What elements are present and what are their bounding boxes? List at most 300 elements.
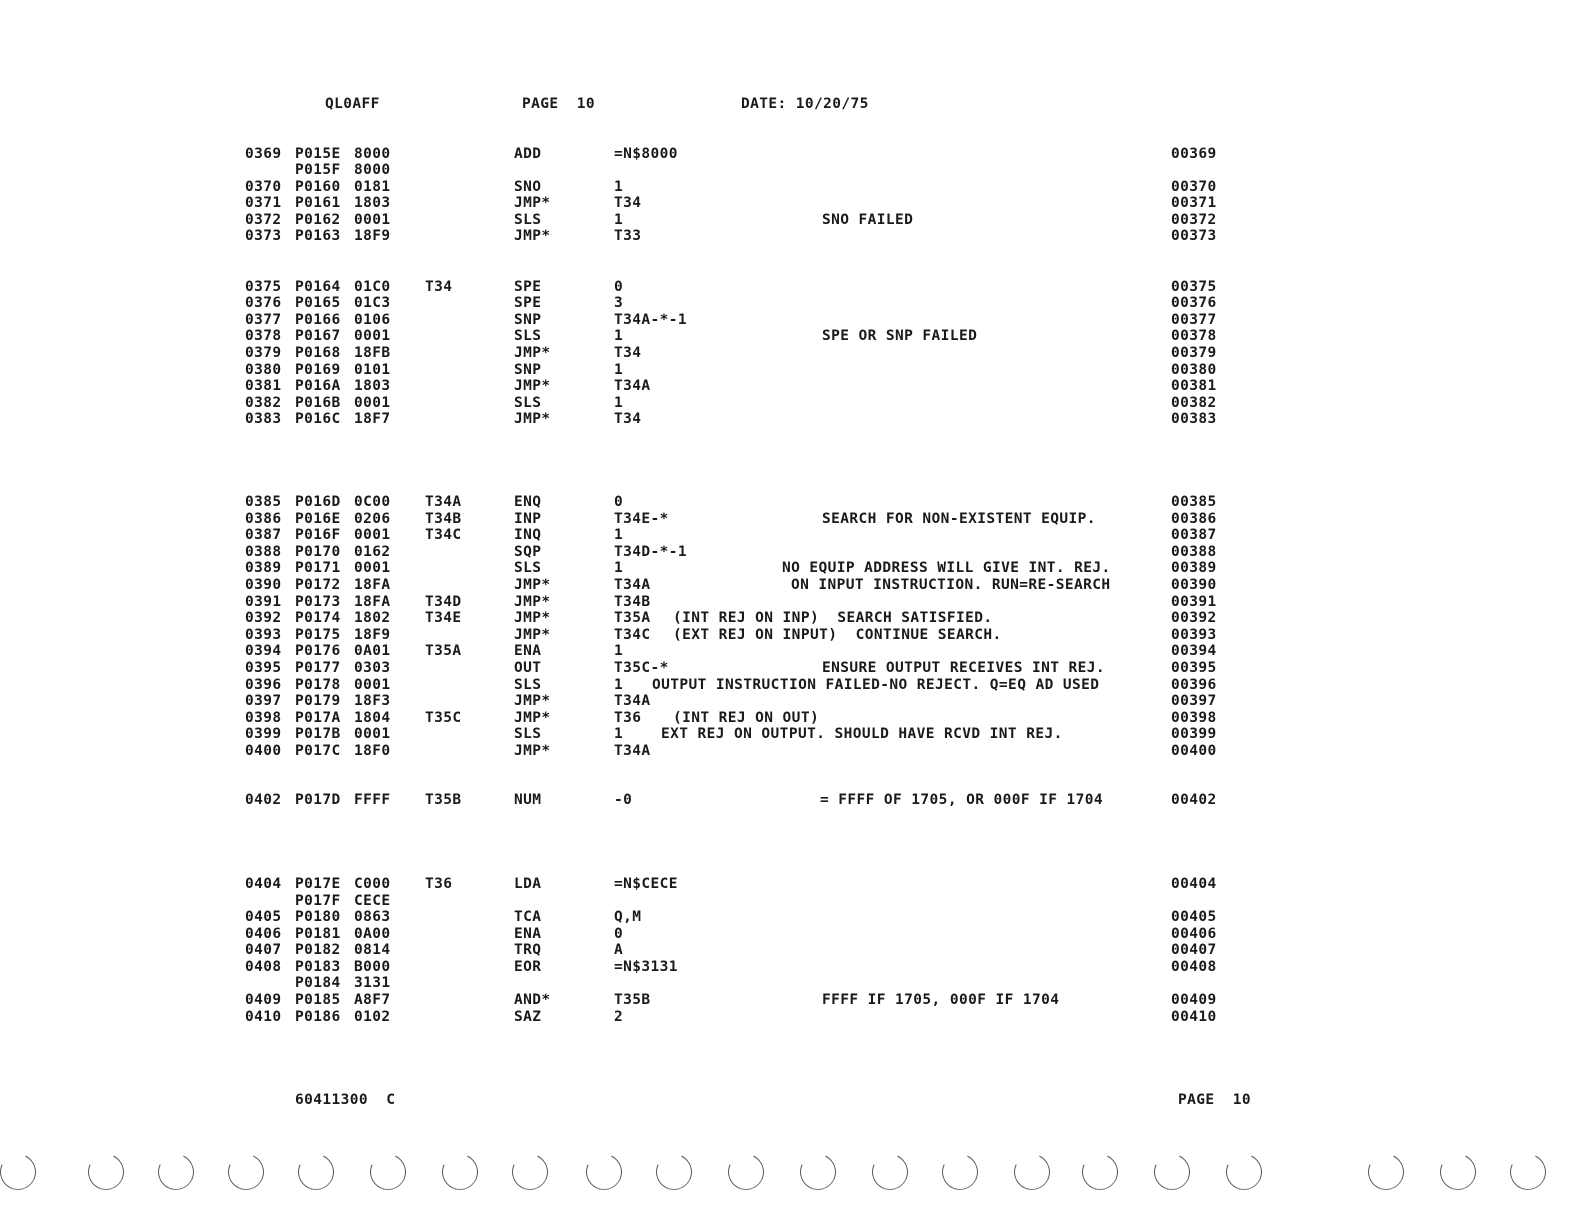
perforation-hole bbox=[651, 1149, 697, 1195]
location: P0182 bbox=[295, 942, 341, 958]
opcode: TCA bbox=[514, 909, 542, 925]
seq-number: 0405 bbox=[245, 909, 282, 925]
seq-number: 0395 bbox=[245, 660, 282, 676]
operand: T36 bbox=[614, 710, 642, 726]
opcode: JMP* bbox=[514, 195, 551, 211]
seq-number: 0393 bbox=[245, 627, 282, 643]
object-code: 0206 bbox=[354, 511, 391, 527]
location: P0165 bbox=[295, 295, 341, 311]
line-number: 00409 bbox=[1171, 992, 1217, 1008]
listing-line bbox=[0, 179, 1584, 196]
object-code: 01C3 bbox=[354, 295, 391, 311]
comment: ON INPUT INSTRUCTION. RUN=RE-SEARCH bbox=[791, 577, 1111, 593]
opcode: JMP* bbox=[514, 594, 551, 610]
perforation-hole bbox=[1435, 1149, 1481, 1195]
location: P017C bbox=[295, 743, 341, 759]
perforation-hole bbox=[1149, 1149, 1195, 1195]
operand: -0 bbox=[614, 792, 633, 808]
location: P016B bbox=[295, 395, 341, 411]
listing-line bbox=[0, 743, 1584, 760]
label: T34E bbox=[425, 610, 462, 626]
line-number: 00377 bbox=[1171, 312, 1217, 328]
operand: T33 bbox=[614, 228, 642, 244]
seq-number: 0399 bbox=[245, 726, 282, 742]
opcode: JMP* bbox=[514, 610, 551, 626]
listing-line bbox=[0, 726, 1584, 743]
seq-number: 0381 bbox=[245, 378, 282, 394]
object-code: 0C00 bbox=[354, 494, 391, 510]
object-code: 01C0 bbox=[354, 279, 391, 295]
location: P017D bbox=[295, 792, 341, 808]
opcode: JMP* bbox=[514, 627, 551, 643]
seq-number: 0398 bbox=[245, 710, 282, 726]
object-code: 0106 bbox=[354, 312, 391, 328]
seq-number: 0369 bbox=[245, 146, 282, 162]
location: P0180 bbox=[295, 909, 341, 925]
object-code: 0001 bbox=[354, 726, 391, 742]
line-number: 00379 bbox=[1171, 345, 1217, 361]
line-number: 00370 bbox=[1171, 179, 1217, 195]
location: P0175 bbox=[295, 627, 341, 643]
line-number: 00395 bbox=[1171, 660, 1217, 676]
listing-line bbox=[0, 411, 1584, 428]
listing-line bbox=[0, 959, 1584, 976]
location: P016C bbox=[295, 411, 341, 427]
object-code: 0A00 bbox=[354, 926, 391, 942]
object-code: 8000 bbox=[354, 162, 391, 178]
operand: 1 bbox=[614, 179, 624, 195]
listing-line bbox=[0, 345, 1584, 362]
location: P0173 bbox=[295, 594, 341, 610]
location: P0179 bbox=[295, 693, 341, 709]
perforation-hole bbox=[1505, 1149, 1551, 1195]
operand: 2 bbox=[614, 1009, 624, 1025]
perforation-hole bbox=[293, 1149, 339, 1195]
seq-number: 0378 bbox=[245, 328, 282, 344]
object-code: 1804 bbox=[354, 710, 391, 726]
location: P0174 bbox=[295, 610, 341, 626]
operand: T34 bbox=[614, 345, 642, 361]
listing-line bbox=[0, 212, 1584, 229]
operand: A bbox=[614, 942, 624, 958]
operand: 1 bbox=[614, 395, 624, 411]
line-number: 00389 bbox=[1171, 560, 1217, 576]
location: P0177 bbox=[295, 660, 341, 676]
listing-line bbox=[0, 926, 1584, 943]
listing-line bbox=[0, 660, 1584, 677]
listing-line bbox=[0, 295, 1584, 312]
listing-line bbox=[0, 710, 1584, 727]
line-number: 00369 bbox=[1171, 146, 1217, 162]
perforation-hole bbox=[1009, 1149, 1055, 1195]
listing-line bbox=[0, 362, 1584, 379]
line-number: 00383 bbox=[1171, 411, 1217, 427]
object-code: 3131 bbox=[354, 975, 391, 991]
opcode: ENQ bbox=[514, 494, 542, 510]
object-code: 18FA bbox=[354, 577, 391, 593]
opcode: JMP* bbox=[514, 693, 551, 709]
opcode: SLS bbox=[514, 212, 542, 228]
perforation-hole bbox=[507, 1149, 553, 1195]
perforation-hole bbox=[223, 1149, 269, 1195]
location: P0183 bbox=[295, 959, 341, 975]
program-name: QL0AFF bbox=[325, 96, 380, 112]
listing-line bbox=[0, 378, 1584, 395]
line-number: 00404 bbox=[1171, 876, 1217, 892]
listing-line bbox=[0, 594, 1584, 611]
object-code: 0001 bbox=[354, 560, 391, 576]
object-code: 18F9 bbox=[354, 228, 391, 244]
operand: =N$CECE bbox=[614, 876, 678, 892]
seq-number: 0377 bbox=[245, 312, 282, 328]
opcode: TRQ bbox=[514, 942, 542, 958]
opcode: INQ bbox=[514, 527, 542, 543]
location: P015E bbox=[295, 146, 341, 162]
listing-line bbox=[0, 992, 1584, 1009]
opcode: JMP* bbox=[514, 710, 551, 726]
object-code: 0001 bbox=[354, 212, 391, 228]
location: P0172 bbox=[295, 577, 341, 593]
operand: T34 bbox=[614, 195, 642, 211]
comment: SNO FAILED bbox=[822, 212, 914, 228]
label: T35C bbox=[425, 710, 462, 726]
listing-line bbox=[0, 693, 1584, 710]
listing-line bbox=[0, 643, 1584, 660]
opcode: SLS bbox=[514, 726, 542, 742]
seq-number: 0400 bbox=[245, 743, 282, 759]
perforation-hole bbox=[0, 1149, 41, 1195]
object-code: 1803 bbox=[354, 378, 391, 394]
comment: FFFF IF 1705, 000F IF 1704 bbox=[822, 992, 1060, 1008]
label: T35B bbox=[425, 792, 462, 808]
operand: 1 bbox=[614, 527, 624, 543]
perforation-hole bbox=[1221, 1149, 1267, 1195]
location: P0185 bbox=[295, 992, 341, 1008]
object-code: A8F7 bbox=[354, 992, 391, 1008]
seq-number: 0410 bbox=[245, 1009, 282, 1025]
location: P0168 bbox=[295, 345, 341, 361]
line-number: 00391 bbox=[1171, 594, 1217, 610]
seq-number: 0370 bbox=[245, 179, 282, 195]
line-number: 00393 bbox=[1171, 627, 1217, 643]
object-code: 0001 bbox=[354, 395, 391, 411]
perforation-hole bbox=[723, 1149, 769, 1195]
location: P0160 bbox=[295, 179, 341, 195]
opcode: SQP bbox=[514, 544, 542, 560]
label: T34A bbox=[425, 494, 462, 510]
object-code: 0863 bbox=[354, 909, 391, 925]
location: P0170 bbox=[295, 544, 341, 560]
line-number: 00388 bbox=[1171, 544, 1217, 560]
location: P017A bbox=[295, 710, 341, 726]
opcode: SLS bbox=[514, 677, 542, 693]
object-code: C000 bbox=[354, 876, 391, 892]
line-number: 00378 bbox=[1171, 328, 1217, 344]
opcode: JMP* bbox=[514, 743, 551, 759]
object-code: 18F9 bbox=[354, 627, 391, 643]
comment: (EXT REJ ON INPUT) CONTINUE SEARCH. bbox=[673, 627, 1002, 643]
perforation-hole bbox=[1363, 1149, 1409, 1195]
opcode: SNP bbox=[514, 362, 542, 378]
line-number: 00376 bbox=[1171, 295, 1217, 311]
opcode: JMP* bbox=[514, 345, 551, 361]
label: T34 bbox=[425, 279, 453, 295]
line-number: 00398 bbox=[1171, 710, 1217, 726]
seq-number: 0388 bbox=[245, 544, 282, 560]
operand: T34D-*-1 bbox=[614, 544, 688, 560]
opcode: LDA bbox=[514, 876, 542, 892]
object-code: 0001 bbox=[354, 677, 391, 693]
operand: 1 bbox=[614, 677, 624, 693]
seq-number: 0373 bbox=[245, 228, 282, 244]
location: P016F bbox=[295, 527, 341, 543]
comment: ENSURE OUTPUT RECEIVES INT REJ. bbox=[822, 660, 1106, 676]
listing-line bbox=[0, 677, 1584, 694]
document-number: 60411300 C bbox=[295, 1092, 396, 1108]
object-code: 18F0 bbox=[354, 743, 391, 759]
listing-line bbox=[0, 328, 1584, 345]
opcode: JMP* bbox=[514, 378, 551, 394]
page-number-footer: PAGE 10 bbox=[1178, 1092, 1252, 1108]
location: P017E bbox=[295, 876, 341, 892]
comment: OUTPUT INSTRUCTION FAILED-NO REJECT. Q=EQ AD USED bbox=[652, 677, 1100, 693]
seq-number: 0406 bbox=[245, 926, 282, 942]
label: T34D bbox=[425, 594, 462, 610]
operand: T34E-* bbox=[614, 511, 669, 527]
object-code: 1803 bbox=[354, 195, 391, 211]
label: T36 bbox=[425, 876, 453, 892]
comment: (INT REJ ON INP) SEARCH SATISFIED. bbox=[673, 610, 993, 626]
operand: T34A bbox=[614, 577, 651, 593]
seq-number: 0380 bbox=[245, 362, 282, 378]
operand: 1 bbox=[614, 212, 624, 228]
location: P0161 bbox=[295, 195, 341, 211]
line-number: 00371 bbox=[1171, 195, 1217, 211]
opcode: OUT bbox=[514, 660, 542, 676]
operand: =N$3131 bbox=[614, 959, 678, 975]
operand: 3 bbox=[614, 295, 624, 311]
line-number: 00373 bbox=[1171, 228, 1217, 244]
opcode: SLS bbox=[514, 328, 542, 344]
seq-number: 0397 bbox=[245, 693, 282, 709]
line-number: 00387 bbox=[1171, 527, 1217, 543]
object-code: 0814 bbox=[354, 942, 391, 958]
location: P0167 bbox=[295, 328, 341, 344]
object-code: 0102 bbox=[354, 1009, 391, 1025]
object-code: 18FA bbox=[354, 594, 391, 610]
line-number: 00407 bbox=[1171, 942, 1217, 958]
opcode: SPE bbox=[514, 279, 542, 295]
line-number: 00406 bbox=[1171, 926, 1217, 942]
opcode: NUM bbox=[514, 792, 542, 808]
opcode: SLS bbox=[514, 395, 542, 411]
line-number: 00405 bbox=[1171, 909, 1217, 925]
object-code: CECE bbox=[354, 893, 391, 909]
line-number: 00386 bbox=[1171, 511, 1217, 527]
line-number: 00400 bbox=[1171, 743, 1217, 759]
perforation-hole bbox=[937, 1149, 983, 1195]
object-code: 0001 bbox=[354, 527, 391, 543]
operand: T35A bbox=[614, 610, 651, 626]
object-code: 0303 bbox=[354, 660, 391, 676]
listing-line bbox=[0, 560, 1584, 577]
listing-date: DATE: 10/20/75 bbox=[741, 96, 869, 112]
line-number: 00380 bbox=[1171, 362, 1217, 378]
seq-number: 0372 bbox=[245, 212, 282, 228]
opcode: AND* bbox=[514, 992, 551, 1008]
seq-number: 0404 bbox=[245, 876, 282, 892]
line-number: 00408 bbox=[1171, 959, 1217, 975]
listing-line bbox=[0, 228, 1584, 245]
location: P016A bbox=[295, 378, 341, 394]
operand: 0 bbox=[614, 926, 624, 942]
opcode: ENA bbox=[514, 926, 542, 942]
line-number: 00399 bbox=[1171, 726, 1217, 742]
perforation-hole bbox=[83, 1149, 129, 1195]
operand: T34 bbox=[614, 411, 642, 427]
line-number: 00382 bbox=[1171, 395, 1217, 411]
location: P0164 bbox=[295, 279, 341, 295]
line-number: 00381 bbox=[1171, 378, 1217, 394]
seq-number: 0375 bbox=[245, 279, 282, 295]
label: T34B bbox=[425, 511, 462, 527]
line-number: 00410 bbox=[1171, 1009, 1217, 1025]
seq-number: 0389 bbox=[245, 560, 282, 576]
object-code: 18F3 bbox=[354, 693, 391, 709]
perforation-strip bbox=[0, 1148, 1584, 1208]
listing-line bbox=[0, 909, 1584, 926]
comment: (INT REJ ON OUT) bbox=[673, 710, 820, 726]
comment: NO EQUIP ADDRESS WILL GIVE INT. REJ. bbox=[782, 560, 1111, 576]
operand: T35B bbox=[614, 992, 651, 1008]
opcode: ADD bbox=[514, 146, 542, 162]
opcode: EOR bbox=[514, 959, 542, 975]
operand: 0 bbox=[614, 279, 624, 295]
location: P016E bbox=[295, 511, 341, 527]
seq-number: 0386 bbox=[245, 511, 282, 527]
listing-line bbox=[0, 511, 1584, 528]
location: P0184 bbox=[295, 975, 341, 991]
object-code: 0101 bbox=[354, 362, 391, 378]
listing-line bbox=[0, 494, 1584, 511]
object-code: 0001 bbox=[354, 328, 391, 344]
location: P0162 bbox=[295, 212, 341, 228]
seq-number: 0371 bbox=[245, 195, 282, 211]
listing-line bbox=[0, 792, 1584, 809]
operand: 0 bbox=[614, 494, 624, 510]
object-code: B000 bbox=[354, 959, 391, 975]
opcode: SPE bbox=[514, 295, 542, 311]
line-number: 00402 bbox=[1171, 792, 1217, 808]
seq-number: 0408 bbox=[245, 959, 282, 975]
perforation-hole bbox=[795, 1149, 841, 1195]
opcode: SNP bbox=[514, 312, 542, 328]
listing-line bbox=[0, 279, 1584, 296]
object-code: 18F7 bbox=[354, 411, 391, 427]
listing-line bbox=[0, 577, 1584, 594]
location: P015F bbox=[295, 162, 341, 178]
location: P0171 bbox=[295, 560, 341, 576]
listing-line bbox=[0, 195, 1584, 212]
object-code: 8000 bbox=[354, 146, 391, 162]
seq-number: 0391 bbox=[245, 594, 282, 610]
object-code: 0181 bbox=[354, 179, 391, 195]
operand: T34C bbox=[614, 627, 651, 643]
operand: 1 bbox=[614, 328, 624, 344]
perforation-hole bbox=[153, 1149, 199, 1195]
label: T34C bbox=[425, 527, 462, 543]
perforation-hole bbox=[437, 1149, 483, 1195]
seq-number: 0387 bbox=[245, 527, 282, 543]
comment: SEARCH FOR NON-EXISTENT EQUIP. bbox=[822, 511, 1096, 527]
listing-line bbox=[0, 1009, 1584, 1026]
listing-line bbox=[0, 544, 1584, 561]
perforation-hole bbox=[867, 1149, 913, 1195]
operand: T35C-* bbox=[614, 660, 669, 676]
object-code: FFFF bbox=[354, 792, 391, 808]
line-number: 00375 bbox=[1171, 279, 1217, 295]
listing-line bbox=[0, 876, 1584, 893]
perforation-hole bbox=[581, 1149, 627, 1195]
seq-number: 0390 bbox=[245, 577, 282, 593]
listing-line bbox=[0, 146, 1584, 163]
perforation-hole bbox=[1077, 1149, 1123, 1195]
location: P0176 bbox=[295, 643, 341, 659]
operand: =N$8000 bbox=[614, 146, 678, 162]
listing-line bbox=[0, 893, 1584, 910]
object-code: 1802 bbox=[354, 610, 391, 626]
opcode: SLS bbox=[514, 560, 542, 576]
line-number: 00396 bbox=[1171, 677, 1217, 693]
opcode: SAZ bbox=[514, 1009, 542, 1025]
line-number: 00372 bbox=[1171, 212, 1217, 228]
line-number: 00385 bbox=[1171, 494, 1217, 510]
seq-number: 0376 bbox=[245, 295, 282, 311]
operand: T34A bbox=[614, 743, 651, 759]
seq-number: 0396 bbox=[245, 677, 282, 693]
location: P017F bbox=[295, 893, 341, 909]
object-code: 18FB bbox=[354, 345, 391, 361]
operand: T34A bbox=[614, 378, 651, 394]
comment: SPE OR SNP FAILED bbox=[822, 328, 978, 344]
label: T35A bbox=[425, 643, 462, 659]
listing-line bbox=[0, 312, 1584, 329]
seq-number: 0379 bbox=[245, 345, 282, 361]
seq-number: 0382 bbox=[245, 395, 282, 411]
location: P017B bbox=[295, 726, 341, 742]
location: P016D bbox=[295, 494, 341, 510]
location: P0178 bbox=[295, 677, 341, 693]
listing-line bbox=[0, 527, 1584, 544]
perforation-hole bbox=[365, 1149, 411, 1195]
listing-line bbox=[0, 942, 1584, 959]
operand: 1 bbox=[614, 362, 624, 378]
location: P0163 bbox=[295, 228, 341, 244]
page-number-header: PAGE 10 bbox=[522, 96, 596, 112]
location: P0169 bbox=[295, 362, 341, 378]
object-code: 0A01 bbox=[354, 643, 391, 659]
line-number: 00390 bbox=[1171, 577, 1217, 593]
listing-line bbox=[0, 627, 1584, 644]
seq-number: 0392 bbox=[245, 610, 282, 626]
comment: = FFFF OF 1705, OR 000F IF 1704 bbox=[820, 792, 1104, 808]
seq-number: 0385 bbox=[245, 494, 282, 510]
line-number: 00394 bbox=[1171, 643, 1217, 659]
listing-line bbox=[0, 395, 1584, 412]
opcode: JMP* bbox=[514, 228, 551, 244]
opcode: JMP* bbox=[514, 411, 551, 427]
opcode: JMP* bbox=[514, 577, 551, 593]
